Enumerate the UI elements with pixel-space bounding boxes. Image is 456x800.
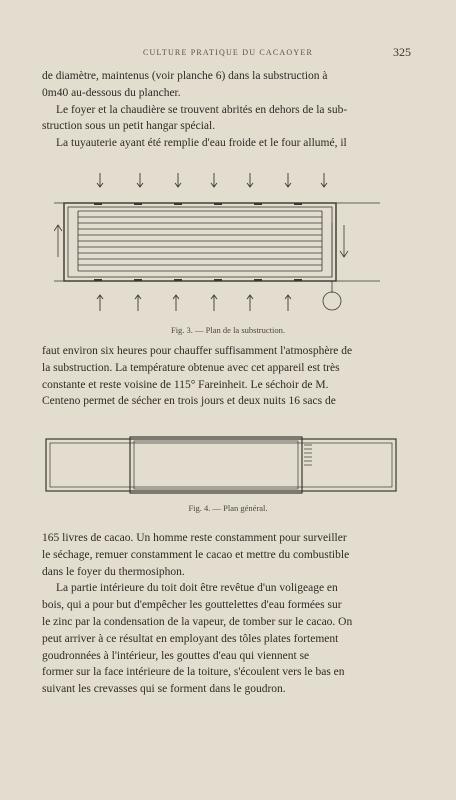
text-line: former sur la face intérieure de la toiture, s'écoulent vers le bas en bbox=[42, 666, 345, 679]
text-line: peut arriver à ce résultat en employant des tôles plates fortement bbox=[42, 632, 339, 645]
figure-4-general-plan bbox=[44, 435, 400, 495]
text-line: struction sous un petit hangar spécial. bbox=[42, 120, 216, 133]
text-line: 0m40 au-dessous du plancher. bbox=[42, 86, 181, 99]
text-line: Centeno permet de sécher en trois jours et deux nuits 16 sacs de bbox=[42, 395, 336, 408]
text-line: goudronnées à l'intérieur, les gouttes d'eau qui viennent se bbox=[42, 649, 310, 662]
figure-3-caption: Fig. 3. — Plan de la substruction. bbox=[170, 325, 286, 335]
page-number: 325 bbox=[393, 45, 411, 59]
text-line: dans le foyer du thermosiphon. bbox=[42, 565, 185, 578]
paragraph-1 bbox=[42, 68, 416, 152]
text-line: bois, qui a pour but d'empêcher les gouttelettes d'eau formées sur bbox=[42, 599, 342, 612]
text-line: La partie intérieure du toit doit être revêtue d'un voligeage en bbox=[56, 582, 338, 595]
text-line: le zinc par la condensation de la vapeur, de tomber sur le cacao. On bbox=[42, 615, 353, 628]
text-line: la substruction. La température obtenue avec cet appareil est très bbox=[42, 361, 340, 374]
figure-3-substruction-plan bbox=[54, 165, 394, 317]
substruction-plan-drawing bbox=[54, 165, 394, 317]
text-line: faut environ six heures pour chauffer suffisamment l'atmosphère de bbox=[42, 345, 353, 357]
text-line: 165 livres de cacao. Un homme reste constamment pour surveiller bbox=[42, 532, 347, 544]
figure-4-caption: Fig. 4. — Plan général. bbox=[188, 503, 268, 513]
paragraph-3 bbox=[42, 530, 416, 698]
text-line: suivant les crevasses qui se forment dans le goudron. bbox=[42, 683, 286, 696]
text-line: le séchage, remuer constamment le cacao et mettre du combustible bbox=[42, 548, 350, 561]
running-title: CULTURE PRATIQUE DU CACAOYER bbox=[143, 48, 313, 57]
text-line: de diamètre, maintenus (voir planche 6) dans la substruction à bbox=[42, 70, 328, 82]
running-head bbox=[0, 45, 456, 62]
text-line: Le foyer et la chaudière se trouvent abrités en dehors de la sub- bbox=[56, 103, 348, 116]
general-plan-drawing bbox=[44, 435, 400, 495]
text-line: constante et reste voisine de 115° Fareinheit. Le séchoir de M. bbox=[42, 378, 329, 391]
text-line: La tuyauterie ayant été remplie d'eau froide et le four allumé, il bbox=[56, 137, 347, 150]
paragraph-2 bbox=[42, 343, 416, 410]
